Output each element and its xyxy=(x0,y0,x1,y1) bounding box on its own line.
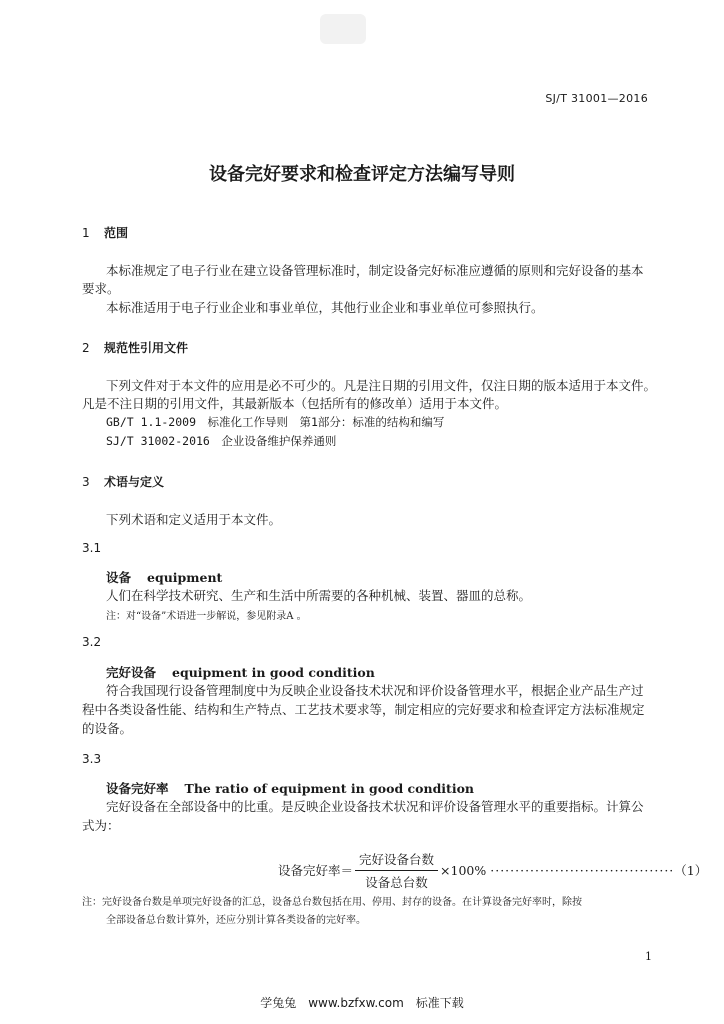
section-title: 规范性引用文件 xyxy=(104,341,189,355)
page-number: 1 xyxy=(645,950,652,963)
formula-fraction xyxy=(355,850,438,891)
section-number: 2 xyxy=(82,341,90,355)
section-number: 1 xyxy=(82,226,90,240)
term-3-2 xyxy=(106,663,375,681)
section-title: 术语与定义 xyxy=(104,475,165,489)
term-note: 注：对“设备”术语进一步解说，参见附录A 。 xyxy=(106,611,307,622)
term-definition: 人们在科学技术研究、生产和生活中所需要的各种机械、装置、器皿的总称。 xyxy=(106,588,532,603)
term-3-3 xyxy=(106,779,474,797)
formula-multiplier: ×100% xyxy=(440,862,487,878)
formula-note: 全部设备总台数计算外，还应分别计算各类设备的完好率。 xyxy=(106,915,366,926)
watermark-footer: 学兔兔 www.bzfxw.com 标准下载 xyxy=(260,996,464,1010)
formula-leader-dots: ····································· xyxy=(490,862,675,878)
term-definition: 程中各类设备性能、结构和生产特点、工艺技术要求等，制定相应的完好要求和检查评定方法标准规定 xyxy=(82,702,645,717)
term-definition: 完好设备在全部设备中的比重。是反映企业设备技术状况和评价设备管理水平的重要指标。计算公 xyxy=(106,799,644,814)
formula-note: 注：完好设备台数是单项完好设备的汇总，设备总台数包括在用、停用、封存的设备。在计算设备完好率时，除按 xyxy=(82,897,582,908)
reference-document: SJ/T 31002-2016 企业设备维护保养通则 xyxy=(106,434,337,448)
equation-number: （1） xyxy=(674,863,708,878)
paragraph-line: 要求。 xyxy=(82,281,120,296)
term-english: The ratio of equipment in good condition xyxy=(184,781,475,796)
term-chinese: 完好设备 xyxy=(106,665,157,680)
scan-smudge xyxy=(320,14,366,44)
paragraph-line: 本标准适用于电子行业企业和事业单位，其他行业企业和事业单位可参照执行。 xyxy=(106,300,544,315)
standard-code: SJ/T 31001—2016 xyxy=(545,92,648,105)
clause-number: 3.1 xyxy=(82,541,102,555)
term-3-1 xyxy=(106,568,222,586)
paragraph-line: 本标准规定了电子行业在建立设备管理标准时，制定设备完好标准应遵循的原则和完好设备的基本 xyxy=(106,263,644,278)
term-definition: 式为： xyxy=(82,818,120,833)
section-3-heading xyxy=(82,473,164,490)
reference-document: GB/T 1.1-2009 标准化工作导则 第1部分：标准的结构和编写 xyxy=(106,415,445,429)
paragraph-line: 凡是不注日期的引用文件，其最新版本（包括所有的修改单）适用于本文件。 xyxy=(82,396,508,411)
formula-denominator: 设备总台数 xyxy=(365,874,428,890)
paragraph-line: 下列文件对于本文件的应用是必不可少的。凡是注日期的引用文件，仅注日期的版本适用于本文件。 xyxy=(106,378,657,393)
term-definition: 的设备。 xyxy=(82,721,133,736)
section-1-heading xyxy=(82,224,128,241)
term-chinese: 设备完好率 xyxy=(106,781,169,796)
clause-number: 3.2 xyxy=(82,635,102,649)
term-english: equipment in good condition xyxy=(172,665,375,680)
paragraph-line: 下列术语和定义适用于本文件。 xyxy=(106,512,282,527)
document-title: 设备完好要求和检查评定方法编写导则 xyxy=(209,164,515,185)
term-chinese: 设备 xyxy=(106,570,132,585)
formula-numerator: 完好设备台数 xyxy=(355,850,438,871)
section-title: 范围 xyxy=(104,226,129,240)
term-english: equipment xyxy=(147,570,223,585)
formula-equipment-ratio xyxy=(278,850,707,890)
clause-number: 3.3 xyxy=(82,752,102,766)
formula-lhs: 设备完好率＝ xyxy=(278,863,354,878)
section-2-heading xyxy=(82,339,188,356)
term-definition: 符合我国现行设备管理制度中为反映企业设备技术状况和评价设备管理水平，根据企业产品生产过 xyxy=(106,683,644,698)
section-number: 3 xyxy=(82,475,90,489)
